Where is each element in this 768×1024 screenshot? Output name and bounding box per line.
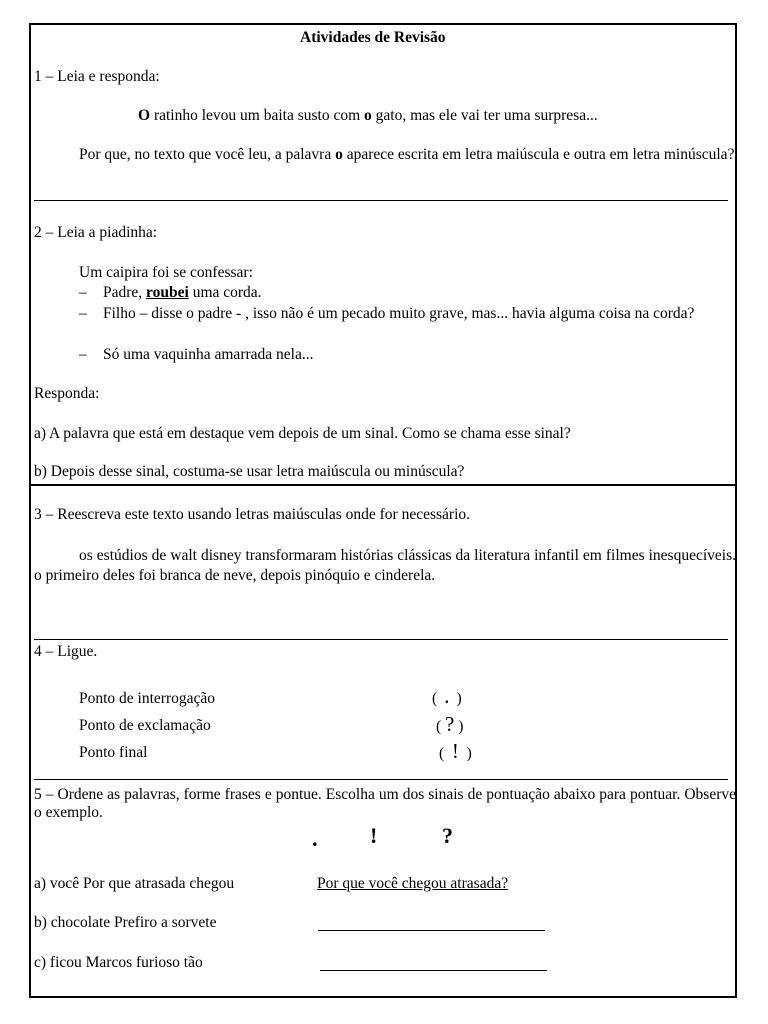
q5-sign-question: ?	[442, 823, 453, 848]
q2-a: a) A palavra que está em destaque vem depois de um sinal. Como se chama esse sinal?	[34, 425, 571, 442]
q2-intro: Um caipira foi se confessar:	[79, 264, 253, 281]
q2-line-1	[103, 284, 262, 302]
q2-highlight-word: roubei	[146, 284, 189, 301]
q2-b: b) Depois desse sinal, costuma-se usar letra maiúscula ou minúscula?	[34, 463, 465, 480]
q4-close-paren: )	[456, 690, 462, 707]
q4-item-interrogacao: Ponto de interrogação	[79, 690, 216, 707]
q4-option-exclamation[interactable]	[439, 739, 472, 763]
q3-heading: 3 – Reescreva este texto usando letras maiúsculas onde for necessário.	[34, 506, 470, 523]
q1-answer-line[interactable]	[34, 200, 728, 201]
q1-sentence-bold-O: O	[138, 107, 151, 124]
q2-respond: Responda:	[34, 385, 100, 402]
exclamation-symbol: !	[451, 739, 459, 763]
q4-item-final: Ponto final	[79, 744, 148, 761]
q4-option-question[interactable]	[436, 712, 464, 736]
q3-answer-line[interactable]	[34, 639, 728, 640]
q5-b-answer-line[interactable]	[318, 930, 545, 931]
page-title: Atividades de Revisão	[300, 29, 446, 46]
q4-divider	[34, 779, 728, 780]
q2-dash-2: –	[79, 305, 87, 322]
q2-dash-1: –	[79, 284, 87, 301]
q1-sentence-mid: ratinho levou um baita susto com	[150, 107, 365, 124]
q3-text: os estúdios de walt disney transformaram histórias clássicas da literatura infantil em filmes inesquecíveis. o primeiro deles foi branca de neve, depois pinóquio e cinderela.	[34, 547, 736, 584]
q1-heading: 1 – Leia e responda:	[34, 68, 160, 85]
q1-question-part2: aparece escrita em letra maiúscula e outra em letra minúscula?	[342, 146, 735, 163]
q2-line1-after: uma corda.	[188, 284, 262, 301]
q2-dash-3: –	[79, 346, 87, 363]
q4-option-period[interactable]	[432, 690, 462, 708]
question-mark-symbol: ?	[445, 712, 455, 736]
q4-close-paren: )	[458, 718, 464, 735]
q4-open-paren: (	[439, 745, 445, 762]
q5-sign-period: .	[312, 826, 318, 851]
q5-heading: 5 – Ordene as palavras, forme frases e pontue. Escolha um dos sinais de pontuação abaixo para pontuar. Observe o exemplo.	[34, 786, 736, 821]
q1-question	[34, 146, 736, 164]
q4-item-exclamacao: Ponto de exclamação	[79, 717, 211, 734]
q2-line-2: Filho – disse o padre - , isso não é um pecado muito grave, mas... havia alguma coisa na corda?	[103, 305, 695, 322]
q5-a-answer: Por que você chegou atrasada?	[317, 875, 509, 892]
q2-line-3: Só uma vaquinha amarrada nela...	[103, 346, 314, 363]
q5-c: c) ficou Marcos furioso tão	[34, 954, 203, 971]
q5-a: a) você Por que atrasada chegou	[34, 875, 235, 892]
q4-heading: 4 – Ligue.	[34, 643, 98, 660]
q2-divider	[31, 484, 736, 486]
q2-heading: 2 – Leia a piadinha:	[34, 224, 158, 241]
q2-line1-before: Padre,	[103, 284, 147, 301]
q5-b: b) chocolate Prefiro a sorvete	[34, 914, 217, 931]
q1-sentence-bold-o: o	[364, 107, 372, 124]
q1-sentence	[138, 107, 598, 125]
q1-question-part1: Por que, no texto que você leu, a palavra	[79, 146, 336, 163]
q1-question-bold: o	[335, 146, 343, 163]
q5-sign-exclamation: !	[370, 823, 378, 848]
q4-close-paren: )	[466, 745, 472, 762]
q4-open-paren: (	[432, 690, 438, 707]
q4-open-paren: (	[436, 718, 442, 735]
q1-sentence-end: gato, mas ele vai ter uma surpresa...	[371, 107, 598, 124]
period-symbol: .	[444, 690, 449, 707]
q5-c-answer-line[interactable]	[320, 970, 547, 971]
